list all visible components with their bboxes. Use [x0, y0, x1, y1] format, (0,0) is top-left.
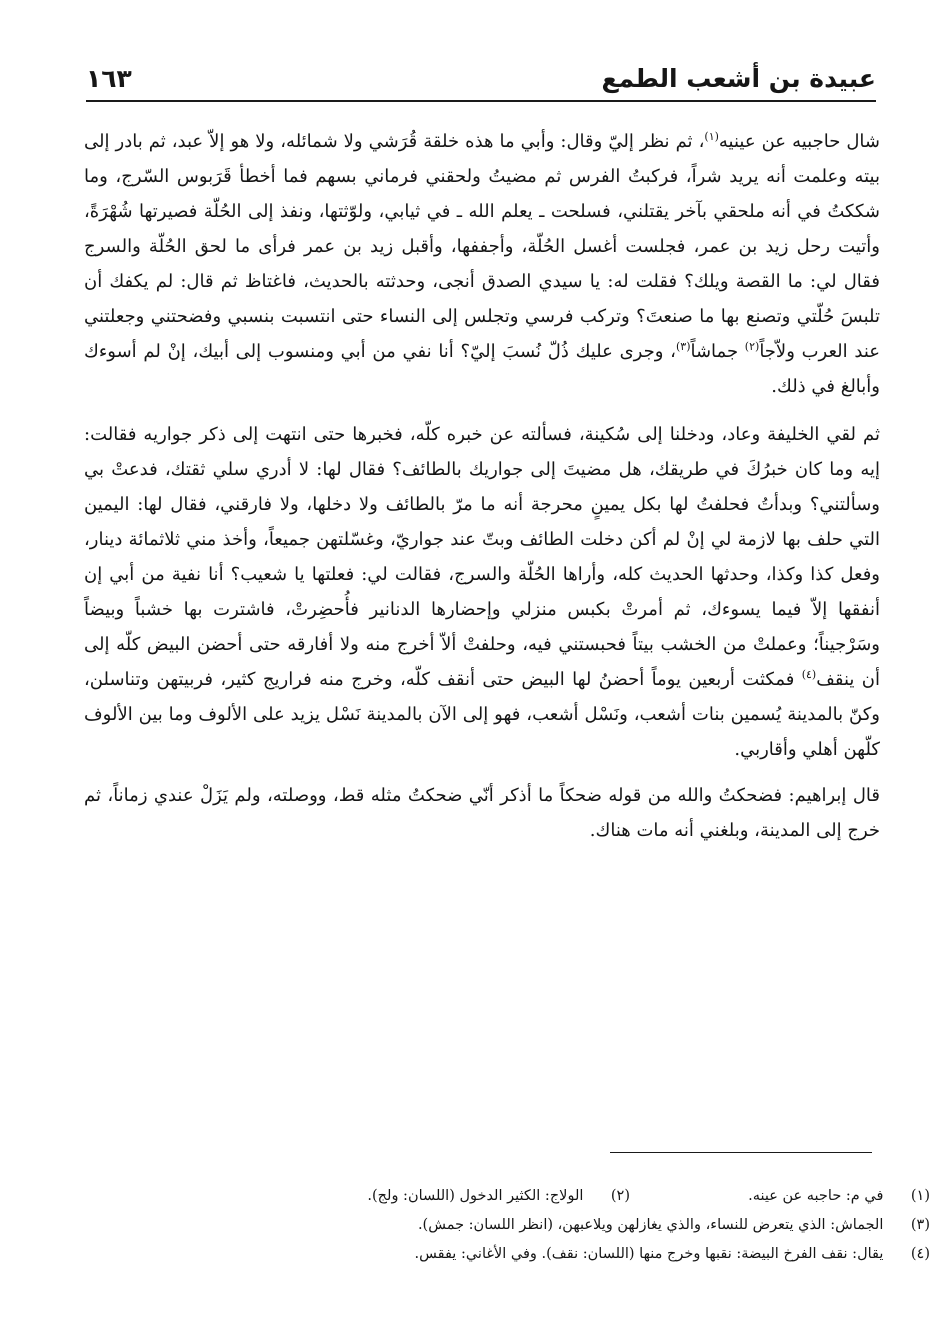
footnote-rule	[610, 1152, 872, 1153]
page-header	[86, 62, 876, 100]
paragraph-1	[84, 124, 880, 404]
footnote-ref-3: (٣)	[675, 340, 691, 353]
footnote-row-3	[200, 1211, 930, 1240]
header-rule	[86, 100, 876, 102]
footnote-2	[367, 1182, 630, 1211]
footnote-ref-4: (٤)	[801, 668, 817, 681]
footnote-1-number: (١)	[910, 1188, 930, 1204]
paragraph-1-text: شال حاجبيه عن عينيه$^{(١)}$، ثم نظر إليّ وقال: وأبي ما هذه خلقة قُرَشي ولا شمائله، ولا هو إلاّ عبد، ثم بادر إلى بيته وعلمت أنه يريد شراً، فركبتُ الفرس ثم مضيتُ ولحقني فرماني بسهم فما أخطأ قَرَبوس السّرج، وما شككتُ في أنه ملحقي بآخر يقتلني، فسلحت ـ يعلم الله ـ في ثيابي، ولوّثتها، ونفذ إلى الحُلّة فصيرتها شُهْرَةً، وأتيت رحل زيد بن عمر، فجلست أغسل الحُلّة، وأجففها، وأقبل زيد بن عمر فرأى ما لحق الحُلّة والسرج فقال لي: ما القصة ويلك؟ فقلت له: يا سيدي الصدق أنجى، وحدثته بالحديث، فاغتاظ ثم قال: لم يكفك أن تلبسَ حُلّتي وتصنع بها ما صنعتَ؟ وتركب فرسي وتجلس إلى النساء حتى انتسبت بنسبي وفضحتني وجعلتني عند العرب ولاّجاً$^{(٢)}$ جماشاً$^{(٣)}$، وجرى عليك ذُلّ نُسبَ إليّ؟ أنا نفي من أبي ومنسوب إلى أبيك، إنْ لم أسوءك وأبالغ في ذلك.	[84, 130, 880, 397]
page-number: ١٦٣	[86, 64, 132, 93]
footnote-3-text: الجماش: الذي يتعرض للنساء، والذي يغازلهن ويلاعبهن، (انظر اللسان: جمش).	[417, 1217, 884, 1233]
footnotes	[200, 1182, 930, 1269]
footnote-row-1	[200, 1182, 930, 1211]
footnote-4	[415, 1240, 930, 1269]
footnote-4-text: يقال: نقف الفرخ البيضة: نقبها وخرج منها (اللسان: نقف). وفي الأغاني: يفقس.	[414, 1246, 884, 1262]
footnote-row-4	[200, 1240, 930, 1269]
footnote-2-number: (٢)	[610, 1188, 630, 1204]
footnote-1-text: في م: حاجبه عن عينه.	[748, 1188, 884, 1204]
paragraph-2-text: ثم لقي الخليفة وعاد، ودخلنا إلى سُكينة، فسألته عن خبره كلّه، فخبرها حتى انتهت إلى ذكر جواريه فقالت: إيه وما كان خبرُكَ في طريقك، هل مضيتَ إلى جواريك بالطائف؟ فقال لها: لا أدري سلي ثقتك، فدعتْ بي وسألتني؟ وبدأتُ فحلفتُ لها بكل يمينٍ محرجة أنه ما مرّ بالطائف ولا دخلها، ولا فارقني، فقال لها: اليمين التي حلف بها لازمة لي إنْ لم أكن دخلت الطائف وبتّ عند جواريّ، وغسّلتهن جميعاً، وأخذ مني ثلاثمائة دينار، وفعل كذا وكذا، وحدثها الحديث كله، وأراها الحُلّة والسرج، فقالت لي: فعلتها يا شعيب؟ أنا نفية من أبي إن أنفقها إلاّ فيما يسوءك، ثم أمرتْ بكبس منزلي وإحضارها الدنانير فأُحضِرتْ، فاشترت بها خشباً وبيضاً وسَرْجيناً؛ وعملتْ من الخشب بيتاً فحبستني فيه، وحلفتْ ألاّ أخرج منه ولا أفارقه حتى أحضن البيض كلّه إلى أن ينقف$^{(٤)}$ فمكثت أربعين يوماً أحضنُ لها البيض حتى أنقف كلّه، وخرج منه فراريج كثير، فربيتهن وتناسلن، وكنّ بالمدينة يُسمين بنات أشعب، ونَسْل أشعب، فهو إلى الآن بالمدينة نَسْل يزيد على الألوف وما بين الألوف كلّهن أهلي وأقاربي.	[84, 424, 880, 760]
footnote-3	[418, 1211, 930, 1240]
running-title: عبيدة بن أشعب الطمع	[601, 64, 876, 93]
footnote-4-number: (٤)	[910, 1246, 930, 1262]
paragraph-3	[84, 778, 880, 848]
footnote-ref-2: (٢)	[744, 340, 760, 353]
main-text	[84, 124, 880, 848]
paragraph-2	[84, 417, 880, 767]
footnote-1	[630, 1182, 930, 1211]
paragraph-3-text: قال إبراهيم: فضحكتُ والله من قوله ضحكاً ما أذكر أنّي ضحكتُ مثله قط، ووصلته، ولم يَزَلْ عندي زماناً، ثم خرج إلى المدينة، وبلغني أنه مات هناك.	[84, 785, 880, 841]
footnote-3-number: (٣)	[910, 1217, 930, 1233]
footnote-2-text: الولاج: الكثير الدخول (اللسان: ولج).	[367, 1188, 584, 1204]
footnote-ref-1: (١)	[704, 130, 719, 143]
